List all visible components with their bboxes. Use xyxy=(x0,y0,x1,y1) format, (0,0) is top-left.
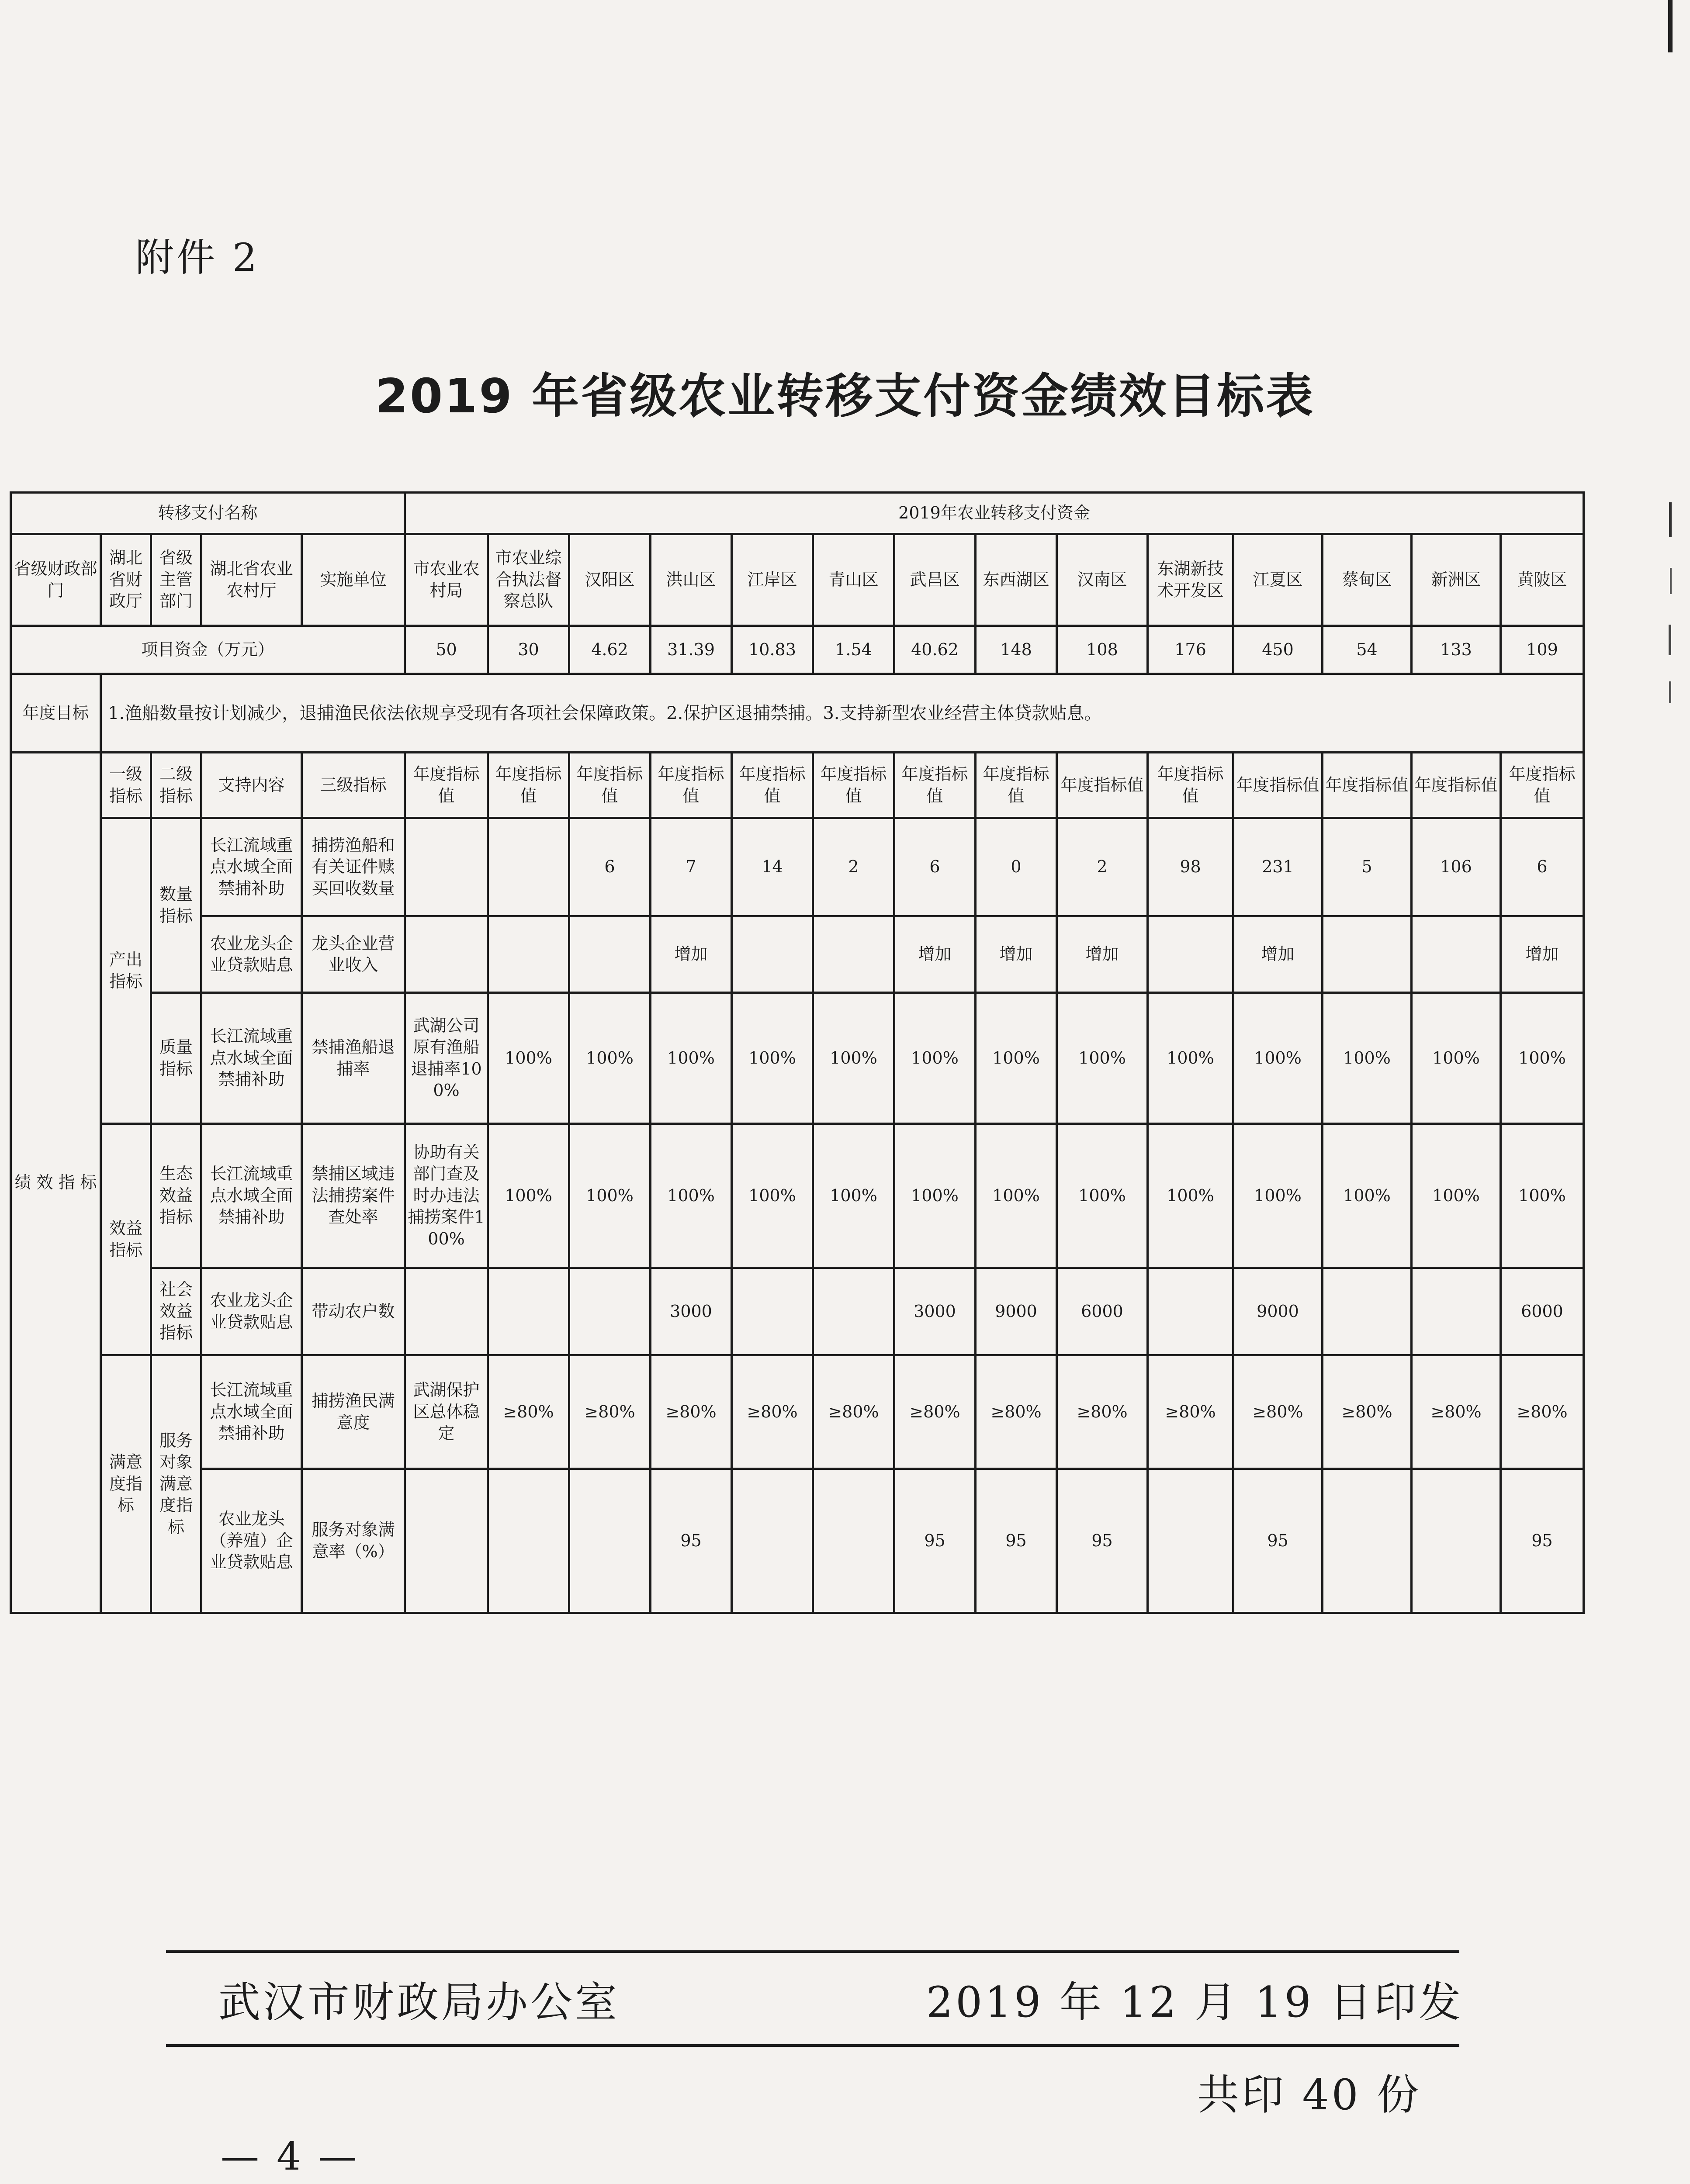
value-cell: 100% xyxy=(976,1124,1057,1268)
value-cell: 增加 xyxy=(894,916,976,993)
value-cell: ≥80% xyxy=(1148,1355,1233,1469)
table-row xyxy=(11,1469,1584,1613)
header-cell: 实施单位 xyxy=(302,534,405,626)
value-cell xyxy=(732,1469,813,1613)
unit-cell: 汉南区 xyxy=(1057,534,1148,626)
value-cell: 2 xyxy=(813,818,894,916)
value-cell: 6000 xyxy=(1501,1268,1584,1355)
fund-name: 2019年农业转移支付资金 xyxy=(405,493,1584,534)
copies-count: 共印 40 份 xyxy=(1197,2070,1422,2119)
value-cell: 2 xyxy=(1057,818,1148,916)
value-cell: 7 xyxy=(651,818,732,916)
value-cell xyxy=(1412,1268,1501,1355)
value-cell: 100% xyxy=(488,1124,569,1268)
level2-indicator: 质量指标 xyxy=(151,993,201,1124)
value-cell: 100% xyxy=(1057,1124,1148,1268)
fund-cell: 133 xyxy=(1412,626,1501,674)
value-cell: 武湖公司原有渔船退捕率100% xyxy=(405,993,488,1124)
value-cell: 3000 xyxy=(651,1268,732,1355)
value-cell: 武湖保护区总体稳定 xyxy=(405,1355,488,1469)
table-row xyxy=(11,1124,1584,1268)
value-cell: ≥80% xyxy=(651,1355,732,1469)
value-cell: 100% xyxy=(1501,1124,1584,1268)
value-cell: ≥80% xyxy=(1323,1355,1412,1469)
header-cell: 省级主管部门 xyxy=(151,534,201,626)
value-cell: 100% xyxy=(1501,993,1584,1124)
unit-cell: 黄陂区 xyxy=(1501,534,1584,626)
fund-cell: 1.54 xyxy=(813,626,894,674)
value-cell: 106 xyxy=(1412,818,1501,916)
value-cell: 0 xyxy=(976,818,1057,916)
table-row xyxy=(11,753,1584,818)
fund-cell: 54 xyxy=(1323,626,1412,674)
scan-edge-marks xyxy=(1660,0,1682,2184)
value-cell: 100% xyxy=(1233,993,1323,1124)
value-cell xyxy=(1412,1469,1501,1613)
fund-cell: 31.39 xyxy=(651,626,732,674)
support-content: 长江流域重点水域全面禁捕补助 xyxy=(201,818,302,916)
fund-cell: 40.62 xyxy=(894,626,976,674)
footer-top-rule xyxy=(166,1950,1459,1953)
value-cell: 100% xyxy=(488,993,569,1124)
support-content: 长江流域重点水域全面禁捕补助 xyxy=(201,1355,302,1469)
unit-cell: 新洲区 xyxy=(1412,534,1501,626)
annual-value-header: 年度指标值 xyxy=(732,753,813,818)
value-cell xyxy=(405,1268,488,1355)
col-header: 支持内容 xyxy=(201,753,302,818)
value-cell: 100% xyxy=(1323,993,1412,1124)
annual-value-header: 年度指标值 xyxy=(976,753,1057,818)
level3-indicator: 带动农户数 xyxy=(302,1268,405,1355)
fund-cell: 10.83 xyxy=(732,626,813,674)
value-cell xyxy=(488,1268,569,1355)
level1-indicator: 满意度指标 xyxy=(101,1355,151,1613)
value-cell: 6 xyxy=(894,818,976,916)
value-cell: 5 xyxy=(1323,818,1412,916)
value-cell xyxy=(569,1268,651,1355)
header-cell: 湖北省农业农村厅 xyxy=(201,534,302,626)
value-cell: 增加 xyxy=(651,916,732,993)
value-cell: 6000 xyxy=(1057,1268,1148,1355)
value-cell: 9000 xyxy=(976,1268,1057,1355)
fund-cell: 4.62 xyxy=(569,626,651,674)
value-cell: 100% xyxy=(651,1124,732,1268)
unit-cell: 市农业综合执法督察总队 xyxy=(488,534,569,626)
value-cell xyxy=(1148,1268,1233,1355)
value-cell xyxy=(1323,1268,1412,1355)
perf-label: 绩 效 指 标 xyxy=(11,753,101,1613)
value-cell: 14 xyxy=(732,818,813,916)
value-cell xyxy=(488,916,569,993)
fund-cell: 450 xyxy=(1233,626,1323,674)
value-cell: 9000 xyxy=(1233,1268,1323,1355)
header-cell: 湖北省财政厅 xyxy=(101,534,151,626)
value-cell: 100% xyxy=(569,993,651,1124)
annual-value-header: 年度指标值 xyxy=(894,753,976,818)
value-cell: ≥80% xyxy=(732,1355,813,1469)
support-content: 农业龙头企业贷款贴息 xyxy=(201,1268,302,1355)
value-cell xyxy=(405,818,488,916)
value-cell xyxy=(569,916,651,993)
footer-bottom-rule xyxy=(166,2044,1459,2047)
issue-date: 2019 年 12 月 19 日印发 xyxy=(926,1978,1464,2027)
value-cell xyxy=(1323,916,1412,993)
value-cell: 100% xyxy=(894,1124,976,1268)
value-cell: ≥80% xyxy=(1501,1355,1584,1469)
value-cell xyxy=(1323,1469,1412,1613)
value-cell: 100% xyxy=(1148,1124,1233,1268)
value-cell xyxy=(405,1469,488,1613)
value-cell: 95 xyxy=(1501,1469,1584,1613)
annual-value-header: 年度指标值 xyxy=(569,753,651,818)
level3-indicator: 龙头企业营业收入 xyxy=(302,916,405,993)
table-row xyxy=(11,993,1584,1124)
unit-cell: 武昌区 xyxy=(894,534,976,626)
value-cell xyxy=(569,1469,651,1613)
unit-cell: 汉阳区 xyxy=(569,534,651,626)
attachment-label: 附件 2 xyxy=(135,235,260,280)
support-content: 农业龙头（养殖）企业贷款贴息 xyxy=(201,1469,302,1613)
value-cell: ≥80% xyxy=(894,1355,976,1469)
table-row xyxy=(11,674,1584,753)
fund-cell: 30 xyxy=(488,626,569,674)
value-cell xyxy=(813,1469,894,1613)
table-row xyxy=(11,493,1584,534)
annual-value-header: 年度指标值 xyxy=(1323,753,1412,818)
value-cell: 增加 xyxy=(1233,916,1323,993)
fund-cell: 108 xyxy=(1057,626,1148,674)
support-content: 长江流域重点水域全面禁捕补助 xyxy=(201,993,302,1124)
value-cell: 95 xyxy=(1057,1469,1148,1613)
annual-value-header: 年度指标值 xyxy=(1412,753,1501,818)
unit-cell: 东西湖区 xyxy=(976,534,1057,626)
level2-indicator: 社会效益指标 xyxy=(151,1268,201,1355)
level3-indicator: 捕捞渔民满意度 xyxy=(302,1355,405,1469)
value-cell: 6 xyxy=(1501,818,1584,916)
unit-cell: 江岸区 xyxy=(732,534,813,626)
value-cell: 100% xyxy=(732,1124,813,1268)
value-cell: 231 xyxy=(1233,818,1323,916)
value-cell xyxy=(813,916,894,993)
table-row xyxy=(11,818,1584,916)
unit-cell: 洪山区 xyxy=(651,534,732,626)
value-cell: 100% xyxy=(894,993,976,1124)
value-cell: 6 xyxy=(569,818,651,916)
col-header: 三级指标 xyxy=(302,753,405,818)
value-cell: 100% xyxy=(813,1124,894,1268)
value-cell: 95 xyxy=(1233,1469,1323,1613)
level3-indicator: 禁捕渔船退捕率 xyxy=(302,993,405,1124)
level3-indicator: 捕捞渔船和有关证件赎买回收数量 xyxy=(302,818,405,916)
unit-cell: 东湖新技术开发区 xyxy=(1148,534,1233,626)
value-cell: ≥80% xyxy=(1233,1355,1323,1469)
performance-target-table xyxy=(10,491,1585,1614)
fund-cell: 50 xyxy=(405,626,488,674)
value-cell: 98 xyxy=(1148,818,1233,916)
table-row xyxy=(11,1268,1584,1355)
annual-value-header: 年度指标值 xyxy=(1501,753,1584,818)
value-cell xyxy=(405,916,488,993)
value-cell: ≥80% xyxy=(488,1355,569,1469)
page-title: 2019 年省级农业转移支付资金绩效目标表 xyxy=(375,369,1315,424)
annual-value-header: 年度指标值 xyxy=(1057,753,1148,818)
unit-cell: 市农业农村局 xyxy=(405,534,488,626)
value-cell: 增加 xyxy=(1501,916,1584,993)
value-cell xyxy=(732,1268,813,1355)
value-cell: ≥80% xyxy=(569,1355,651,1469)
value-cell xyxy=(813,1268,894,1355)
unit-cell: 江夏区 xyxy=(1233,534,1323,626)
value-cell: 3000 xyxy=(894,1268,976,1355)
value-cell: 95 xyxy=(894,1469,976,1613)
support-content: 长江流域重点水域全面禁捕补助 xyxy=(201,1124,302,1268)
value-cell: ≥80% xyxy=(1057,1355,1148,1469)
value-cell xyxy=(488,818,569,916)
level2-indicator: 生态效益指标 xyxy=(151,1124,201,1268)
transfer-name-label: 转移支付名称 xyxy=(11,493,405,534)
funds-label: 项目资金（万元） xyxy=(11,626,405,674)
value-cell: 100% xyxy=(976,993,1057,1124)
value-cell: 100% xyxy=(651,993,732,1124)
annual-value-header: 年度指标值 xyxy=(1233,753,1323,818)
annual-value-header: 年度指标值 xyxy=(1148,753,1233,818)
table-row xyxy=(11,626,1584,674)
value-cell: ≥80% xyxy=(1412,1355,1501,1469)
value-cell: 100% xyxy=(1057,993,1148,1124)
annual-goal-text: 1.渔船数量按计划减少，退捕渔民依法依规享受现有各项社会保障政策。2.保护区退捕禁捕。3.支持新型农业经营主体贷款贴息。 xyxy=(101,674,1584,753)
unit-cell: 蔡甸区 xyxy=(1323,534,1412,626)
header-cell: 省级财政部门 xyxy=(11,534,101,626)
level3-indicator: 服务对象满意率（%） xyxy=(302,1469,405,1613)
value-cell: 100% xyxy=(569,1124,651,1268)
value-cell: 增加 xyxy=(1057,916,1148,993)
page-number: — 4 — xyxy=(221,2134,360,2179)
value-cell xyxy=(732,916,813,993)
value-cell: 100% xyxy=(1148,993,1233,1124)
table-row xyxy=(11,534,1584,626)
unit-cell: 青山区 xyxy=(813,534,894,626)
fund-cell: 148 xyxy=(976,626,1057,674)
value-cell: 增加 xyxy=(976,916,1057,993)
level1-indicator: 产出指标 xyxy=(101,818,151,1124)
fund-cell: 109 xyxy=(1501,626,1584,674)
level1-indicator: 效益指标 xyxy=(101,1124,151,1355)
level2-indicator: 数量指标 xyxy=(151,818,201,993)
value-cell xyxy=(488,1469,569,1613)
value-cell: ≥80% xyxy=(976,1355,1057,1469)
issuer-name: 武汉市财政局办公室 xyxy=(218,1978,620,2027)
value-cell: 100% xyxy=(1323,1124,1412,1268)
table-row xyxy=(11,916,1584,993)
value-cell xyxy=(1148,1469,1233,1613)
annual-value-header: 年度指标值 xyxy=(651,753,732,818)
table-row xyxy=(11,1355,1584,1469)
value-cell: 100% xyxy=(732,993,813,1124)
col-header: 一级指标 xyxy=(101,753,151,818)
value-cell: ≥80% xyxy=(813,1355,894,1469)
value-cell xyxy=(1412,916,1501,993)
value-cell: 100% xyxy=(1412,1124,1501,1268)
value-cell: 100% xyxy=(1233,1124,1323,1268)
fund-cell: 176 xyxy=(1148,626,1233,674)
annual-goal-label: 年度目标 xyxy=(11,674,101,753)
col-header: 二级指标 xyxy=(151,753,201,818)
value-cell: 100% xyxy=(813,993,894,1124)
value-cell: 95 xyxy=(651,1469,732,1613)
value-cell xyxy=(1148,916,1233,993)
level2-indicator: 服务对象满意度指标 xyxy=(151,1355,201,1613)
annual-value-header: 年度指标值 xyxy=(488,753,569,818)
value-cell: 95 xyxy=(976,1469,1057,1613)
support-content: 农业龙头企业贷款贴息 xyxy=(201,916,302,993)
value-cell: 100% xyxy=(1412,993,1501,1124)
annual-value-header: 年度指标值 xyxy=(813,753,894,818)
annual-value-header: 年度指标值 xyxy=(405,753,488,818)
level3-indicator: 禁捕区域违法捕捞案件查处率 xyxy=(302,1124,405,1268)
value-cell: 协助有关部门查及时办违法捕捞案件100% xyxy=(405,1124,488,1268)
